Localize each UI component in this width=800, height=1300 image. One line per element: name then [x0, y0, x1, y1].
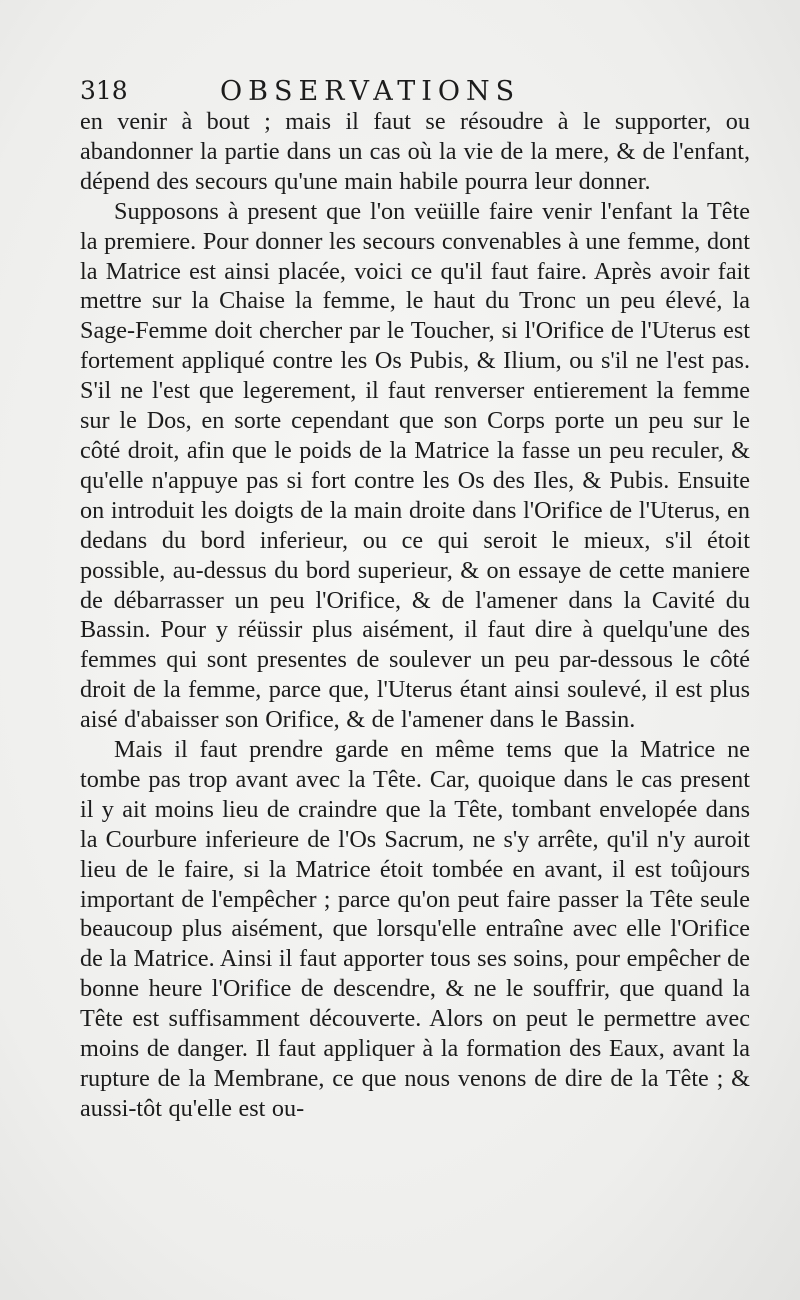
page-number: 318	[80, 76, 128, 105]
paragraph-1: en venir à bout ; mais il faut se résoudre à le supporter, ou abandonner la partie dans un cas où la vie de la mere, & de l'enfant, dépend des secours qu'une main habile pourra leur donner.	[80, 108, 750, 195]
paragraph-2: Supposons à present que l'on veüille faire venir l'enfant la Tête la premiere. Pour donner les secours convenables à une femme, dont la Matrice est ainsi placée, voici ce qu'il faut faire. Après avoir fait mettre sur la Chaise la femme, le haut du Tronc un peu élevé, la Sage-Femme doit chercher par le Toucher, si l'Orifice de l'Uterus est fortement appliqué contre les Os Pubis, & Ilium, ou s'il ne l'est pas. S'il ne l'est que legerement, il faut renverser entierement la femme sur le Dos, en sorte cependant que son Corps porte un peu sur le côté droit, afin que le poids de la Matrice la fasse un peu reculer, & qu'elle n'appuye pas si fort contre les Os des Iles, & Pubis. Ensuite on introduit les doigts de la main droite dans l'Orifice de l'Uterus, en dedans du bord inferieur, ou ce qui seroit le mieux, s'il étoit possible, au-dessus du bord superieur, & on essaye de cette maniere de débarrasser un peu l'Orifice, & de l'amener dans la Cavité du Bassin. Pour y réüssir plus aisément, il faut dire à quelqu'une des femmes qui sont presentes de soulever un peu par-dessous le côté droit de la femme, parce que, l'Uterus étant ainsi soulevé, il est plus aisé d'abaisser son Orifice, & de l'amener dans le Bassin.	[80, 197, 750, 734]
page-title: OBSERVATIONS	[220, 76, 521, 107]
body-text	[80, 107, 750, 1124]
paragraph-3: Mais il faut prendre garde en même tems que la Matrice ne tombe pas trop avant avec la Tête. Car, quoique dans le cas present il y ait moins lieu de craindre que la Tête, tombant envelopée dans la Courbure inferieure de l'Os Sacrum, ne s'y arrête, qu'il n'y auroit lieu de le faire, si la Matrice étoit tombée en avant, il est toûjours important de l'empêcher ; parce qu'on peut faire passer la Tête seule beaucoup plus aisément, que lorsqu'elle entraîne avec elle l'Orifice de la Matrice. Ainsi il faut apporter tous ses soins, pour empêcher de bonne heure l'Orifice de descendre, & ne le souffrir, que quand la Tête est suffisamment découverte. Alors on peut le permettre avec moins de danger. Il faut appliquer à la formation des Eaux, avant la rupture de la Membrane, ce que nous venons de dire de la Tête ; & aussi-tôt qu'elle est ou-	[80, 736, 750, 1122]
